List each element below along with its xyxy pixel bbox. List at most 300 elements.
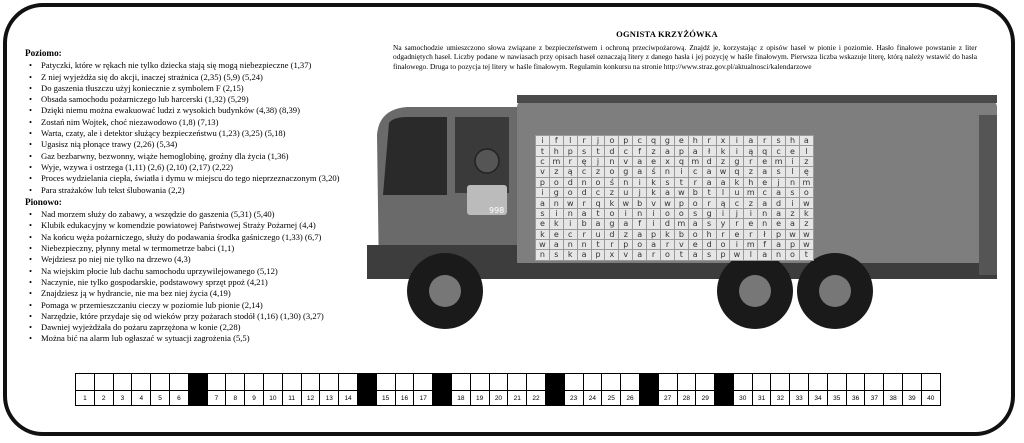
grid-letter[interactable]: k bbox=[563, 250, 577, 260]
answer-box[interactable] bbox=[564, 374, 583, 391]
grid-letter[interactable]: z bbox=[605, 187, 619, 197]
grid-letter[interactable]: r bbox=[661, 239, 675, 249]
grid-letter[interactable]: w bbox=[799, 229, 813, 239]
grid-letter[interactable]: z bbox=[716, 156, 730, 166]
grid-letter[interactable]: ę bbox=[799, 167, 813, 177]
grid-letter[interactable]: a bbox=[549, 239, 563, 249]
answer-number: 24 bbox=[583, 391, 602, 406]
letter-grid bbox=[535, 135, 814, 261]
answer-box[interactable] bbox=[771, 374, 790, 391]
grid-letter[interactable]: t bbox=[591, 146, 605, 156]
grid-letter[interactable]: i bbox=[536, 187, 550, 197]
grid-letter[interactable]: m bbox=[674, 219, 688, 229]
grid-letter[interactable]: p bbox=[674, 146, 688, 156]
answer-box[interactable] bbox=[414, 374, 433, 391]
grid-letter[interactable]: i bbox=[786, 198, 800, 208]
answer-box[interactable] bbox=[470, 374, 489, 391]
grid-letter[interactable]: q bbox=[730, 167, 744, 177]
grid-letter[interactable]: i bbox=[674, 167, 688, 177]
answer-box[interactable] bbox=[94, 374, 113, 391]
grid-letter[interactable]: r bbox=[744, 229, 758, 239]
answer-box[interactable] bbox=[320, 374, 339, 391]
grid-letter[interactable]: c bbox=[730, 198, 744, 208]
grid-letter[interactable]: e bbox=[536, 219, 550, 229]
grid-letter[interactable]: j bbox=[730, 208, 744, 218]
grid-letter[interactable]: e bbox=[730, 229, 744, 239]
grid-letter[interactable]: e bbox=[758, 177, 772, 187]
pionowo-clues bbox=[25, 209, 385, 345]
grid-letter[interactable]: r bbox=[744, 156, 758, 166]
grid-letter[interactable]: o bbox=[716, 239, 730, 249]
grid-letter[interactable]: r bbox=[605, 239, 619, 249]
answer-box[interactable] bbox=[527, 374, 546, 391]
grid-letter[interactable]: g bbox=[549, 187, 563, 197]
grid-letter[interactable]: g bbox=[605, 219, 619, 229]
grid-letter[interactable]: q bbox=[647, 136, 661, 146]
grid-letter[interactable]: ł bbox=[758, 229, 772, 239]
grid-letter[interactable]: t bbox=[536, 146, 550, 156]
grid-letter[interactable]: a bbox=[619, 219, 633, 229]
grid-letter[interactable]: h bbox=[688, 136, 702, 146]
grid-letter[interactable]: z bbox=[619, 229, 633, 239]
grid-letter[interactable]: i bbox=[647, 208, 661, 218]
answer-box[interactable] bbox=[263, 374, 282, 391]
grid-letter[interactable]: w bbox=[674, 187, 688, 197]
grid-letter[interactable]: k bbox=[661, 229, 675, 239]
grid-letter[interactable]: n bbox=[758, 208, 772, 218]
grid-letter[interactable]: p bbox=[563, 146, 577, 156]
grid-letter[interactable]: d bbox=[605, 146, 619, 156]
grid-letter[interactable]: r bbox=[758, 136, 772, 146]
grid-letter[interactable]: e bbox=[786, 146, 800, 156]
answer-box[interactable] bbox=[451, 374, 470, 391]
grid-letter[interactable]: a bbox=[661, 146, 675, 156]
grid-letter[interactable]: k bbox=[730, 177, 744, 187]
grid-letter[interactable]: l bbox=[716, 187, 730, 197]
grid-letter[interactable]: b bbox=[577, 219, 591, 229]
grid-letter[interactable]: u bbox=[591, 229, 605, 239]
grid-letter[interactable]: l bbox=[563, 136, 577, 146]
grid-letter[interactable]: s bbox=[702, 250, 716, 260]
grid-letter[interactable]: m bbox=[744, 187, 758, 197]
grid-letter[interactable]: f bbox=[549, 136, 563, 146]
answer-box[interactable] bbox=[113, 374, 132, 391]
grid-letter[interactable]: k bbox=[605, 198, 619, 208]
grid-letter[interactable]: i bbox=[647, 219, 661, 229]
grid-letter[interactable]: p bbox=[647, 229, 661, 239]
poziomo-heading: Poziomo: bbox=[25, 48, 62, 58]
answer-number: 38 bbox=[884, 391, 903, 406]
answer-box[interactable] bbox=[696, 374, 715, 391]
grid-letter[interactable]: j bbox=[591, 136, 605, 146]
grid-letter[interactable]: p bbox=[536, 177, 550, 187]
grid-letter[interactable]: s bbox=[772, 136, 786, 146]
grid-letter[interactable]: s bbox=[702, 219, 716, 229]
grid-letter[interactable]: c bbox=[536, 156, 550, 166]
grid-letter[interactable]: h bbox=[744, 177, 758, 187]
grid-letter[interactable]: n bbox=[772, 250, 786, 260]
grid-letter[interactable]: a bbox=[758, 198, 772, 208]
grid-letter[interactable]: o bbox=[633, 239, 647, 249]
grid-letter[interactable]: v bbox=[674, 239, 688, 249]
answer-box[interactable] bbox=[846, 374, 865, 391]
grid-letter[interactable]: s bbox=[549, 250, 563, 260]
grid-letter[interactable]: d bbox=[702, 156, 716, 166]
grid-letter[interactable]: z bbox=[549, 167, 563, 177]
grid-letter[interactable]: a bbox=[633, 156, 647, 166]
grid-letter[interactable]: a bbox=[633, 167, 647, 177]
grid-letter[interactable]: a bbox=[536, 198, 550, 208]
grid-letter[interactable]: a bbox=[772, 239, 786, 249]
grid-letter[interactable]: ł bbox=[702, 146, 716, 156]
grid-letter[interactable]: r bbox=[577, 229, 591, 239]
grid-letter[interactable]: o bbox=[688, 198, 702, 208]
grid-letter[interactable]: d bbox=[772, 198, 786, 208]
answer-separator bbox=[545, 391, 564, 406]
grid-letter[interactable]: d bbox=[577, 187, 591, 197]
grid-letter[interactable]: ą bbox=[563, 167, 577, 177]
grid-letter[interactable]: t bbox=[674, 250, 688, 260]
grid-letter[interactable]: r bbox=[702, 136, 716, 146]
grid-letter[interactable]: w bbox=[799, 198, 813, 208]
grid-letter[interactable]: b bbox=[674, 229, 688, 239]
grid-letter[interactable]: c bbox=[758, 187, 772, 197]
grid-letter[interactable]: p bbox=[674, 198, 688, 208]
grid-letter[interactable]: r bbox=[577, 136, 591, 146]
grid-letter[interactable]: a bbox=[772, 208, 786, 218]
grid-letter[interactable]: c bbox=[772, 146, 786, 156]
answer-box[interactable] bbox=[602, 374, 621, 391]
grid-letter[interactable]: r bbox=[577, 198, 591, 208]
grid-letter[interactable]: u bbox=[619, 187, 633, 197]
answer-box[interactable] bbox=[132, 374, 151, 391]
grid-letter[interactable]: p bbox=[591, 250, 605, 260]
grid-letter[interactable]: t bbox=[591, 208, 605, 218]
grid-letter[interactable]: c bbox=[563, 229, 577, 239]
grid-letter[interactable]: l bbox=[744, 250, 758, 260]
poziomo-clue: • Dzięki niemu można ewakuować ludzi z wysokich budynków (4,38) (8,39) bbox=[25, 105, 385, 116]
grid-letter[interactable]: t bbox=[702, 187, 716, 197]
grid-letter[interactable]: j bbox=[633, 187, 647, 197]
answer-box[interactable] bbox=[752, 374, 771, 391]
answer-box[interactable] bbox=[583, 374, 602, 391]
grid-letter[interactable]: n bbox=[786, 177, 800, 187]
grid-letter[interactable]: o bbox=[661, 208, 675, 218]
grid-letter[interactable]: i bbox=[633, 177, 647, 187]
grid-letter[interactable]: s bbox=[536, 208, 550, 218]
grid-letter[interactable]: l bbox=[786, 167, 800, 177]
grid-letter[interactable]: z bbox=[591, 167, 605, 177]
grid-letter[interactable]: r bbox=[647, 250, 661, 260]
grid-letter[interactable]: w bbox=[661, 198, 675, 208]
grid-letter[interactable]: a bbox=[688, 219, 702, 229]
answer-box[interactable] bbox=[301, 374, 320, 391]
grid-letter[interactable]: b bbox=[688, 187, 702, 197]
answer-number: 17 bbox=[414, 391, 433, 406]
grid-letter[interactable]: p bbox=[772, 229, 786, 239]
grid-letter[interactable]: e bbox=[758, 156, 772, 166]
grid-letter[interactable]: o bbox=[605, 167, 619, 177]
grid-letter[interactable]: t bbox=[799, 250, 813, 260]
answer-box[interactable] bbox=[395, 374, 414, 391]
grid-letter[interactable]: b bbox=[633, 198, 647, 208]
grid-letter[interactable]: f bbox=[758, 239, 772, 249]
answer-box[interactable] bbox=[508, 374, 527, 391]
grid-letter[interactable]: s bbox=[688, 208, 702, 218]
grid-letter[interactable]: g bbox=[661, 136, 675, 146]
grid-letter[interactable]: v bbox=[619, 156, 633, 166]
grid-letter[interactable]: w bbox=[730, 250, 744, 260]
answer-box[interactable] bbox=[282, 374, 301, 391]
grid-letter[interactable]: c bbox=[577, 167, 591, 177]
grid-letter[interactable]: a bbox=[688, 146, 702, 156]
grid-letter[interactable]: n bbox=[536, 250, 550, 260]
grid-letter[interactable]: v bbox=[536, 167, 550, 177]
grid-letter[interactable]: ę bbox=[577, 156, 591, 166]
grid-letter[interactable]: k bbox=[549, 219, 563, 229]
grid-letter[interactable]: d bbox=[605, 229, 619, 239]
grid-letter[interactable]: w bbox=[619, 198, 633, 208]
grid-letter[interactable]: w bbox=[563, 198, 577, 208]
grid-letter[interactable]: k bbox=[799, 208, 813, 218]
grid-letter[interactable]: a bbox=[591, 219, 605, 229]
grid-letter[interactable]: e bbox=[744, 219, 758, 229]
grid-letter[interactable]: n bbox=[661, 167, 675, 177]
grid-letter[interactable]: o bbox=[563, 187, 577, 197]
grid-letter[interactable]: x bbox=[661, 156, 675, 166]
grid-letter[interactable]: c bbox=[633, 136, 647, 146]
grid-letter[interactable]: i bbox=[536, 136, 550, 146]
answer-box[interactable] bbox=[790, 374, 809, 391]
grid-letter[interactable]: t bbox=[674, 177, 688, 187]
grid-letter[interactable]: o bbox=[605, 136, 619, 146]
intro-text: Na samochodzie umieszczono słowa związane z bezpieczeństwem i ochroną przeciwpożarową. Znajdź je, korzystając z opisów haseł w pionie i poziomie. Hasło finałowe powstanie z liter odgadniętych haseł. Liczby podane w nawiasach przy opisach haseł oznaczają litery z danego hasła i jej pozycję w haśle finałowym. Pierwsza liczba wskazuje literę, którą należy wstawić do hasła finałowego. Druga to pozycja tej litery w haśle finałowym. Regulamin konkursu na stronie http://www.straz.gov.pl/aktualnosci/kalendarzowe bbox=[393, 43, 977, 71]
answer-number: 19 bbox=[470, 391, 489, 406]
grid-letter[interactable]: z bbox=[799, 219, 813, 229]
grid-letter[interactable]: y bbox=[716, 219, 730, 229]
answer-box[interactable] bbox=[827, 374, 846, 391]
grid-letter[interactable]: m bbox=[688, 156, 702, 166]
grid-letter[interactable]: m bbox=[772, 156, 786, 166]
grid-letter[interactable]: a bbox=[786, 219, 800, 229]
grid-letter[interactable]: o bbox=[799, 187, 813, 197]
grid-letter[interactable]: e bbox=[549, 229, 563, 239]
grid-letter[interactable]: i bbox=[730, 239, 744, 249]
grid-letter[interactable]: a bbox=[702, 167, 716, 177]
grid-letter[interactable]: n bbox=[619, 177, 633, 187]
grid-letter[interactable]: m bbox=[549, 156, 563, 166]
grid-letter[interactable]: s bbox=[661, 177, 675, 187]
grid-letter[interactable]: i bbox=[786, 156, 800, 166]
answer-number: 29 bbox=[696, 391, 715, 406]
grid-letter[interactable]: e bbox=[647, 156, 661, 166]
grid-letter[interactable]: o bbox=[674, 208, 688, 218]
grid-letter[interactable]: s bbox=[772, 167, 786, 177]
grid-letter[interactable]: q bbox=[758, 146, 772, 156]
grid-letter[interactable]: d bbox=[563, 177, 577, 187]
poziomo-clue: • Warta, czaty, ale i detektor służący bezpieczeństwu (1,23) (3,25) (5,18) bbox=[25, 128, 385, 139]
answer-box[interactable] bbox=[658, 374, 677, 391]
grid-letter[interactable]: p bbox=[786, 239, 800, 249]
grid-letter[interactable]: a bbox=[799, 136, 813, 146]
answer-box[interactable] bbox=[621, 374, 640, 391]
answer-box[interactable] bbox=[76, 374, 95, 391]
answer-box[interactable] bbox=[677, 374, 696, 391]
grid-letter[interactable]: i bbox=[730, 146, 744, 156]
grid-letter[interactable]: p bbox=[619, 136, 633, 146]
grid-letter[interactable]: n bbox=[633, 208, 647, 218]
grid-letter[interactable]: h bbox=[549, 146, 563, 156]
grid-letter[interactable]: f bbox=[633, 146, 647, 156]
answer-box[interactable] bbox=[376, 374, 395, 391]
grid-letter[interactable]: s bbox=[577, 146, 591, 156]
grid-letter[interactable]: c bbox=[619, 146, 633, 156]
grid-letter[interactable]: v bbox=[647, 198, 661, 208]
grid-letter[interactable]: k bbox=[536, 229, 550, 239]
answer-box[interactable] bbox=[921, 374, 940, 391]
grid-letter[interactable]: w bbox=[536, 239, 550, 249]
grid-letter[interactable]: g bbox=[730, 156, 744, 166]
grid-letter[interactable]: r bbox=[716, 229, 730, 239]
grid-letter[interactable]: z bbox=[786, 208, 800, 218]
grid-letter[interactable]: g bbox=[702, 208, 716, 218]
grid-letter[interactable]: h bbox=[702, 229, 716, 239]
grid-letter[interactable]: z bbox=[647, 146, 661, 156]
grid-letter[interactable]: a bbox=[716, 177, 730, 187]
grid-letter[interactable]: i bbox=[563, 219, 577, 229]
grid-letter[interactable]: o bbox=[549, 177, 563, 187]
grid-letter[interactable]: q bbox=[591, 198, 605, 208]
grid-letter[interactable]: s bbox=[786, 187, 800, 197]
grid-letter[interactable]: e bbox=[674, 136, 688, 146]
grid-letter[interactable]: i bbox=[744, 208, 758, 218]
grid-letter[interactable]: n bbox=[563, 208, 577, 218]
grid-letter[interactable]: x bbox=[716, 136, 730, 146]
grid-letter[interactable]: h bbox=[786, 136, 800, 146]
grid-letter[interactable]: o bbox=[786, 250, 800, 260]
grid-letter[interactable]: k bbox=[647, 187, 661, 197]
grid-letter[interactable]: n bbox=[563, 239, 577, 249]
grid-letter[interactable]: ą bbox=[716, 198, 730, 208]
grid-letter[interactable]: n bbox=[577, 239, 591, 249]
grid-letter[interactable]: i bbox=[730, 136, 744, 146]
grid-letter[interactable]: q bbox=[674, 156, 688, 166]
grid-letter[interactable]: a bbox=[744, 136, 758, 146]
answer-box[interactable] bbox=[884, 374, 903, 391]
grid-letter[interactable]: w bbox=[786, 229, 800, 239]
grid-letter[interactable]: a bbox=[577, 208, 591, 218]
answer-box[interactable] bbox=[151, 374, 170, 391]
grid-letter[interactable]: k bbox=[647, 177, 661, 187]
answer-box[interactable] bbox=[865, 374, 884, 391]
grid-letter[interactable]: o bbox=[661, 250, 675, 260]
grid-letter[interactable]: g bbox=[619, 167, 633, 177]
grid-letter[interactable]: j bbox=[772, 177, 786, 187]
grid-letter[interactable]: e bbox=[688, 239, 702, 249]
grid-letter[interactable]: o bbox=[688, 229, 702, 239]
grid-letter[interactable]: d bbox=[661, 219, 675, 229]
grid-letter[interactable]: v bbox=[619, 250, 633, 260]
answer-box[interactable] bbox=[226, 374, 245, 391]
grid-letter[interactable]: a bbox=[758, 167, 772, 177]
grid-letter[interactable]: i bbox=[619, 208, 633, 218]
grid-letter[interactable]: i bbox=[549, 208, 563, 218]
grid-letter[interactable]: ą bbox=[744, 146, 758, 156]
grid-row bbox=[536, 208, 814, 218]
grid-letter[interactable]: a bbox=[647, 239, 661, 249]
grid-letter[interactable]: a bbox=[661, 187, 675, 197]
grid-letter[interactable]: n bbox=[758, 219, 772, 229]
grid-letter[interactable]: a bbox=[633, 229, 647, 239]
grid-letter[interactable]: f bbox=[633, 219, 647, 229]
clue-list bbox=[25, 47, 385, 345]
grid-letter[interactable]: x bbox=[605, 250, 619, 260]
grid-letter[interactable]: m bbox=[744, 239, 758, 249]
answer-number: 8 bbox=[226, 391, 245, 406]
pionowo-clue: • Niebezpieczny, płynny metal w termometrze babci (1,1) bbox=[25, 243, 385, 254]
answer-box[interactable] bbox=[169, 374, 188, 391]
grid-letter[interactable]: a bbox=[633, 250, 647, 260]
grid-letter[interactable]: ś bbox=[647, 167, 661, 177]
answer-number: 10 bbox=[263, 391, 282, 406]
grid-letter[interactable]: c bbox=[591, 187, 605, 197]
grid-row bbox=[536, 219, 814, 229]
grid-letter[interactable]: a bbox=[772, 187, 786, 197]
grid-letter[interactable]: w bbox=[799, 239, 813, 249]
grid-letter[interactable]: e bbox=[772, 219, 786, 229]
answer-box[interactable] bbox=[245, 374, 264, 391]
answer-box[interactable] bbox=[339, 374, 358, 391]
grid-letter[interactable]: z bbox=[799, 156, 813, 166]
grid-letter[interactable]: a bbox=[577, 250, 591, 260]
grid-letter[interactable]: r bbox=[730, 219, 744, 229]
grid-letter[interactable]: z bbox=[744, 167, 758, 177]
answer-box[interactable] bbox=[489, 374, 508, 391]
grid-letter[interactable]: k bbox=[716, 146, 730, 156]
grid-letter[interactable]: t bbox=[591, 239, 605, 249]
grid-letter[interactable]: r bbox=[702, 198, 716, 208]
grid-letter[interactable]: i bbox=[716, 208, 730, 218]
grid-letter[interactable]: ś bbox=[605, 177, 619, 187]
grid-letter[interactable]: c bbox=[688, 167, 702, 177]
grid-letter[interactable]: r bbox=[563, 156, 577, 166]
answer-number: 18 bbox=[451, 391, 470, 406]
grid-letter[interactable]: p bbox=[716, 250, 730, 260]
grid-letter[interactable]: z bbox=[744, 198, 758, 208]
answer-box[interactable] bbox=[207, 374, 226, 391]
grid-letter[interactable]: j bbox=[591, 156, 605, 166]
grid-letter[interactable]: u bbox=[730, 187, 744, 197]
pionowo-clue: • Narzędzie, które przydaje się od wieków przy pożarach stodół (1,16) (1,30) (3,27) bbox=[25, 311, 385, 322]
grid-letter[interactable]: o bbox=[605, 208, 619, 218]
grid-letter[interactable]: n bbox=[577, 177, 591, 187]
answer-box[interactable] bbox=[903, 374, 922, 391]
grid-letter[interactable]: r bbox=[688, 177, 702, 187]
grid-letter[interactable]: a bbox=[702, 177, 716, 187]
grid-letter[interactable]: n bbox=[549, 198, 563, 208]
answer-box[interactable] bbox=[809, 374, 828, 391]
answer-box[interactable] bbox=[733, 374, 752, 391]
grid-letter[interactable]: o bbox=[591, 177, 605, 187]
grid-letter[interactable]: a bbox=[758, 250, 772, 260]
grid-letter[interactable]: w bbox=[716, 167, 730, 177]
grid-letter[interactable]: a bbox=[688, 250, 702, 260]
grid-letter[interactable]: m bbox=[799, 177, 813, 187]
grid-letter[interactable]: p bbox=[619, 239, 633, 249]
grid-letter[interactable]: n bbox=[605, 156, 619, 166]
grid-letter[interactable]: l bbox=[799, 146, 813, 156]
grid-letter[interactable]: d bbox=[702, 239, 716, 249]
